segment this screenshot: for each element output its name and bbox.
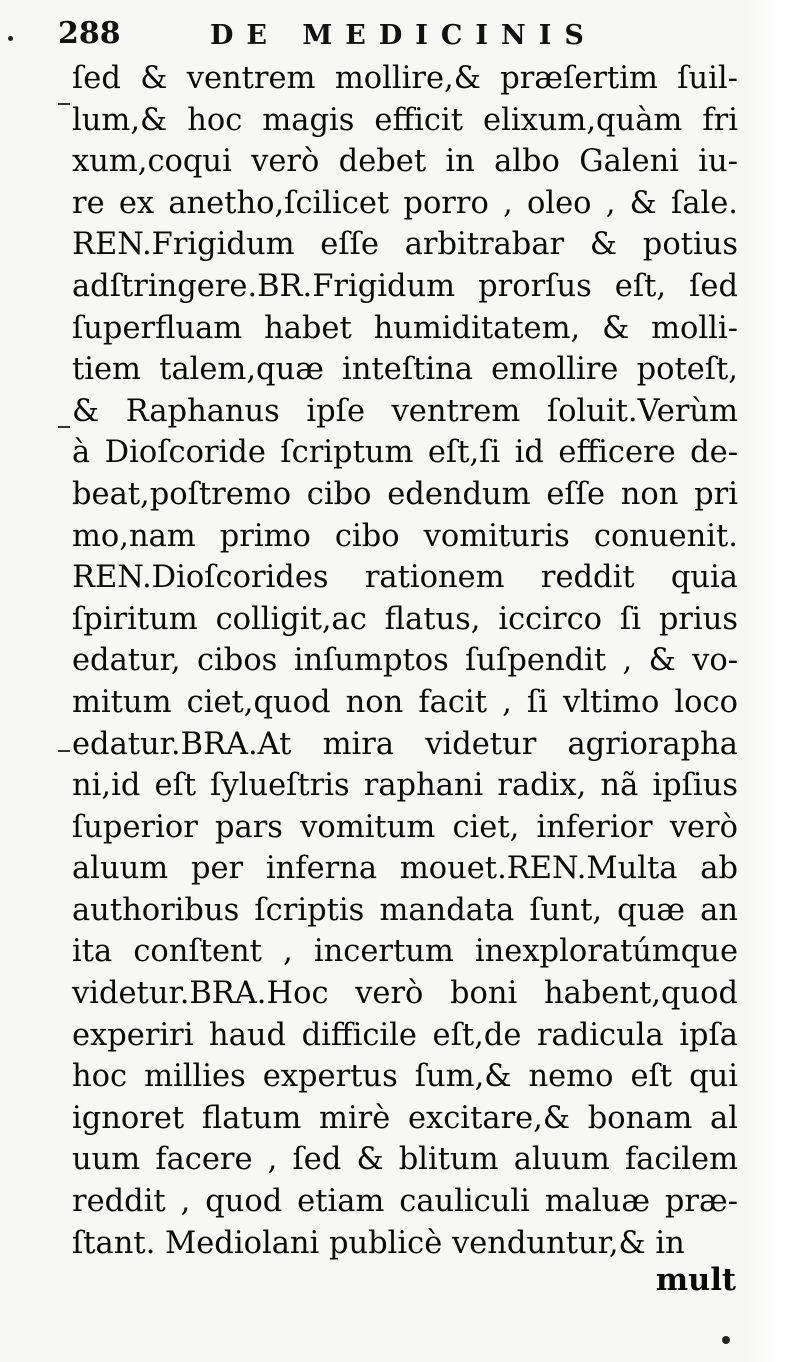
text-line: ſed & ventrem mollire,& præſertim ſuil-: [72, 61, 738, 96]
text-line: lum,& hoc magis efficit elixum,quàm fri: [72, 102, 738, 138]
text-line: edatur, cibos inſumptos ſuſpendit , & vo-: [72, 643, 738, 679]
text-line: adſtringere.BR.Frigidum prorſus eſt, ſed: [72, 268, 738, 304]
text-line: ſtant. Mediolani publicè venduntur,& in: [72, 1225, 685, 1261]
text-line: ita conſtent , incertum inexploratúmque: [72, 934, 738, 970]
text-line: mitum ciet,quod non facit , ſi vltimo loco: [72, 684, 738, 720]
catchword: mult: [655, 1262, 736, 1298]
page-number: 288: [58, 16, 121, 51]
text-line: beat,poſtremo cibo edendum eſſe non pri: [72, 476, 738, 512]
text-line: REN.Dioſcorides rationem reddit quia: [72, 560, 738, 596]
text-line: reddit , quod etiam cauliculi maluæ præ-: [72, 1184, 738, 1220]
body-text: [72, 58, 738, 1264]
text-line: ſuperfluam habet humiditatem, & molli-: [72, 310, 738, 346]
page-header: [58, 14, 618, 54]
text-line: experiri haud difficile eſt,de radicula ipſa: [72, 1017, 738, 1053]
text-line: edatur.BRA.At mira videtur agriorapha: [72, 726, 738, 762]
page-edge: [748, 0, 800, 1362]
text-line: videtur.BRA.Hoc verò boni habent,quod: [72, 976, 738, 1012]
margin-mark: [58, 750, 70, 752]
text-line: re ex anetho,ſcilicet porro , oleo , & ſale.: [72, 185, 738, 221]
text-line: REN.Frigidum eſſe arbitrabar & potius: [72, 227, 738, 263]
text-line: ſpiritum colligit,ac flatus, iccirco ſi prius: [72, 601, 738, 637]
text-line: ignoret flatum mirè excitare,& bonam al: [72, 1100, 738, 1136]
text-line: mo,nam primo cibo vomituris conuenit.: [72, 518, 738, 554]
text-line: xum,coqui verò debet in albo Galeni iu-: [72, 144, 738, 180]
ink-speck: [722, 1336, 730, 1344]
margin-mark: [58, 426, 70, 428]
text-line: à Dioſcoride ſcriptum eſt,ſi id efficere de-: [72, 435, 738, 471]
text-line: aluum per inferna mouet.REN.Multa ab: [72, 851, 738, 887]
margin-mark: [58, 103, 70, 105]
text-line: ni,id eſt ſylueſtris raphani radix, nã ipſius: [72, 768, 738, 804]
ink-speck: [8, 36, 13, 41]
text-line: hoc millies expertus ſum,& nemo eſt qui: [72, 1059, 738, 1095]
text-line: authoribus ſcriptis mandata ſunt, quæ an: [72, 892, 738, 928]
text-line: tiem talem,quæ inteſtina emollire poteſt,: [72, 352, 738, 388]
text-line: ſuperior pars vomitum ciet, inferior verò: [72, 809, 738, 845]
running-title: DE MEDICINIS: [210, 20, 597, 51]
text-line: uum facere , ſed & blitum aluum facilem: [72, 1142, 738, 1178]
text-line: & Raphanus ipſe ventrem ſoluit.Verùm: [72, 393, 738, 429]
